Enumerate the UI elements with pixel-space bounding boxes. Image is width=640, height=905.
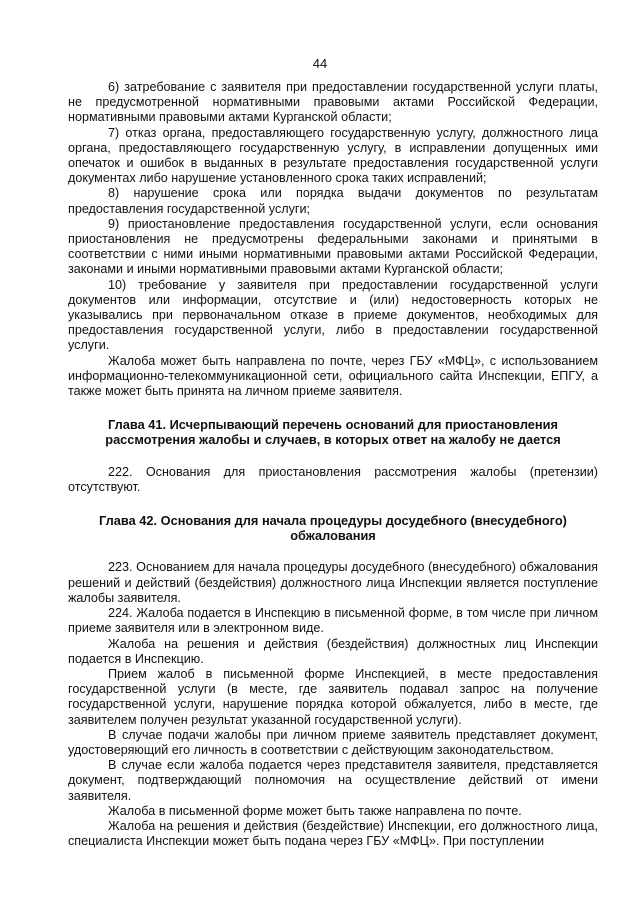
list-item: 7) отказ органа, предоставляющего государственную услугу, должностного лица органа, предоставляющего государственную услугу, в исправлении допущенных ими опечаток и ошибок в выданных в результате предоставления государственной услуги документах либо нарушение установленного срока таких исправлений; xyxy=(68,125,598,186)
paragraph: В случае если жалоба подается через представителя заявителя, представляется документ, подтверждающий полномочия на осуществление действий от имени заявителя. xyxy=(68,758,598,803)
paragraph: Жалоба в письменной форме может быть также направлена по почте. xyxy=(108,803,522,818)
paragraph-222: 222. Основания для приостановления рассмотрения жалобы (претензии) отсутствуют. xyxy=(68,464,598,494)
paragraph: Прием жалоб в письменной форме Инспекцией, в месте предоставления государственной услуги (в месте, где заявитель подавал запрос на получение государственной услуги, нарушение порядка которой обжалуется, либо в месте, где заявителем получен результат указанной государственной услуги). xyxy=(68,666,598,727)
complaint-channels-paragraph: Жалоба может быть направлена по почте, через ГБУ «МФЦ», с использованием информационно-телекоммуникационной сети, официального сайта Инспекции, ЕПГУ, а также может быть принята на личном приеме заявителя. xyxy=(68,353,598,399)
paragraph: Жалоба на решения и действия (бездействие) Инспекции, его должностного лица, специалиста Инспекции может быть подана через ГБУ «МФЦ». При поступлении xyxy=(68,818,598,849)
list-item: 8) нарушение срока или порядка выдачи документов по результатам предоставления государственной услуги; xyxy=(68,186,598,216)
page-number: 44 xyxy=(312,56,328,71)
paragraph-223: 223. Основанием для начала процедуры досудебного (внесудебного) обжалования решений и действий (бездействия) должностного лица Инспекции является поступление жалобы заявителя. xyxy=(68,560,598,605)
chapter-41-title-line1: Глава 41. Исчерпывающий перечень оснований для приостановления xyxy=(108,417,558,433)
list-item: 6) затребование с заявителя при предоставлении государственной услуги платы, не предусмотренной нормативными правовыми актами Российской Федерации, нормативными правовыми актами Курганской области; xyxy=(68,80,598,125)
chapter-42-title-line2: обжалования xyxy=(290,528,376,544)
page-content xyxy=(68,80,598,849)
paragraph: В случае подачи жалобы при личном приеме заявитель представляет документ, удостоверяющий его личность в соответствии с действующим законодательством. xyxy=(68,727,598,757)
list-item: 10) требование у заявителя при предоставлении государственной услуги документов или информации, отсутствие и (или) недостоверность которых не указывались при первоначальном отказе в приеме документов, необходимых для предоставления государственной услуги, либо в предоставлении государственной услуги. xyxy=(68,277,598,353)
paragraph-224: 224. Жалоба подается в Инспекцию в письменной форме, в том числе при личном приеме заявителя или в электронном виде. xyxy=(68,606,598,636)
list-item: 9) приостановление предоставления государственной услуги, если основания приостановления не предусмотрены федеральными законами и принятыми в соответствии с ними иными нормативными правовыми актами Российской Федерации, законами и иными нормативными правовыми актами Курганской области; xyxy=(68,216,598,277)
chapter-42-heading xyxy=(68,513,598,543)
chapter-41-title-line2: рассмотрения жалобы и случаев, в которых ответ на жалобу не дается xyxy=(105,432,561,448)
chapter-42-title-line1: Глава 42. Основания для начала процедуры досудебного (внесудебного) xyxy=(99,513,567,529)
paragraph: Жалоба на решения и действия (бездействия) должностных лиц Инспекции подается в Инспекцию. xyxy=(68,636,598,666)
chapter-41-heading xyxy=(68,417,598,447)
